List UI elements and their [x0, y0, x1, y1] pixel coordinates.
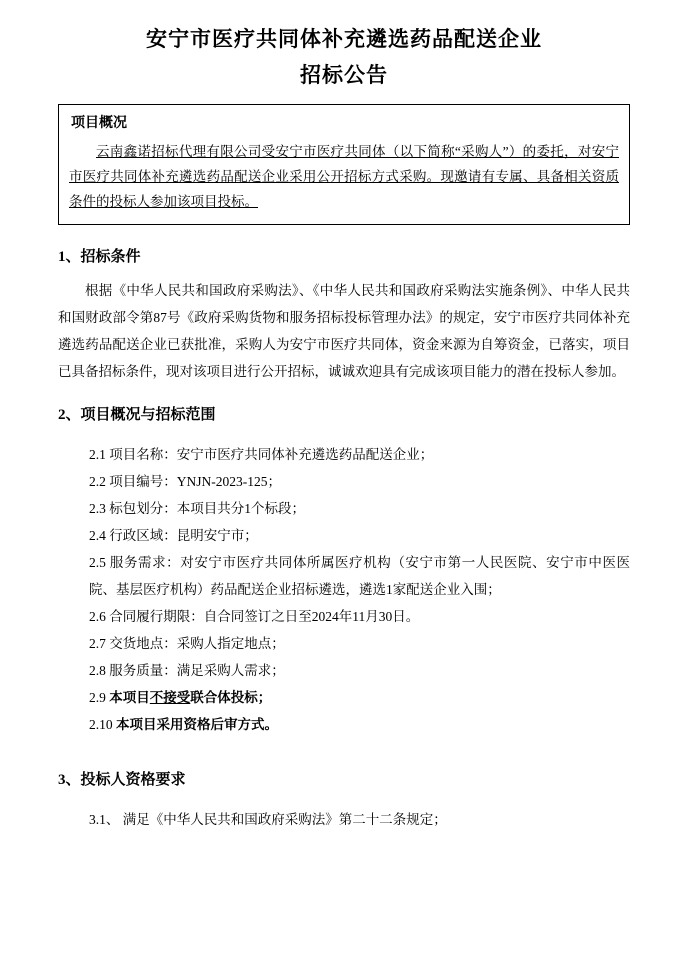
item-label: 2.5: [89, 555, 106, 570]
item-key: 服务质量：: [109, 663, 177, 678]
list-item: [58, 711, 630, 738]
item-key: 交货地点：: [109, 636, 177, 651]
item-value: YNJN-2023-125；: [176, 474, 282, 489]
item-value: 安宁市医疗共同体补充遴选药品配送企业；: [176, 447, 434, 462]
item-value-prefix: 本项目: [109, 690, 150, 705]
item-label: 2.9: [89, 690, 106, 705]
section-heading-bidding-conditions: 1、招标条件: [58, 249, 141, 265]
list-item: [58, 630, 630, 657]
item-label: 2.7: [89, 636, 106, 651]
project-overview-text-underlined: 云南鑫诺招标代理有限公司受安宁市医疗共同体（以下简称“采购人”）的委托，对安宁市医疗共同体补充遴选药品配送企业采用公开招标方式采购。现邀请有专属、具备相关资质条件的投标人参加该项目投标。: [69, 144, 619, 209]
list-item: [58, 657, 630, 684]
item-label: 3.1、: [89, 812, 120, 827]
list-item: [58, 468, 630, 495]
section-heading-bidder-qualifications: 3、投标人资格要求: [58, 772, 186, 788]
item-value-bold: [109, 690, 271, 705]
item-value: 满足《中华人民共和国政府采购法》第二十二条规定；: [122, 812, 447, 827]
item-value: 满足采购人需求；: [176, 663, 285, 678]
item-label: 2.6: [89, 609, 106, 624]
item-value-suffix: 联合体投标；: [190, 690, 272, 705]
item-label: 2.2: [89, 474, 106, 489]
list-item: [58, 522, 630, 549]
project-overview-box: [58, 104, 630, 225]
item-key: 服务需求：: [109, 555, 181, 570]
item-label: 2.1: [89, 447, 106, 462]
item-value: 本项目采用资格后审方式。: [116, 717, 279, 732]
item-label: 2.3: [89, 501, 106, 516]
page-title-line-2: 招标公告: [300, 63, 388, 87]
list-item: [58, 549, 630, 603]
item-label: 2.8: [89, 663, 106, 678]
item-value: 昆明安宁市；: [176, 528, 258, 543]
item-key: 合同履行期限：: [109, 609, 204, 624]
section-paragraph-bidding-conditions: 根据《中华人民共和国政府采购法》、《中华人民共和国政府采购法实施条例》、中华人民共和国财政部令第87号《政府采购货物和服务招标投标管理办法》的规定，安宁市医疗共同体补充遴选药品配送企业已获批准，采购人为安宁市医疗共同体，资金来源为自筹资金，已落实，项目已具备招标条件，现对该项目进行公开招标，诚诚欢迎具有完成该项目能力的潜在投标人参加。: [58, 283, 630, 379]
item-key: 项目编号：: [109, 474, 177, 489]
list-item: [58, 806, 630, 833]
list-item: [58, 495, 630, 522]
item-value: 本项目共分1个标段；: [176, 501, 306, 516]
item-value: 采购人指定地点；: [176, 636, 285, 651]
section-heading-project-scope: 2、项目概况与招标范围: [58, 407, 216, 423]
list-item: [58, 603, 630, 630]
item-value-emphasis: 不接受: [149, 690, 191, 705]
item-key: 行政区域：: [109, 528, 177, 543]
item-key: 标包划分：: [109, 501, 177, 516]
list-item: [58, 441, 630, 468]
item-label: 2.4: [89, 528, 106, 543]
item-label: 2.10: [89, 717, 113, 732]
list-item: [58, 684, 630, 711]
project-overview-text: [69, 139, 619, 214]
item-value: 自合同签订之日至2024年11月30日。: [203, 609, 420, 624]
project-overview-heading: 项目概况: [71, 116, 127, 131]
item-value: 对安宁市医疗共同体所属医疗机构（安宁市第一人民医院、安宁市中医医院、基层医疗机构）药品配送企业招标遴选，遴选1家配送企业入围；: [89, 555, 631, 597]
item-key: 项目名称：: [109, 447, 177, 462]
page-title-line-1: 安宁市医疗共同体补充遴选药品配送企业: [146, 27, 542, 51]
